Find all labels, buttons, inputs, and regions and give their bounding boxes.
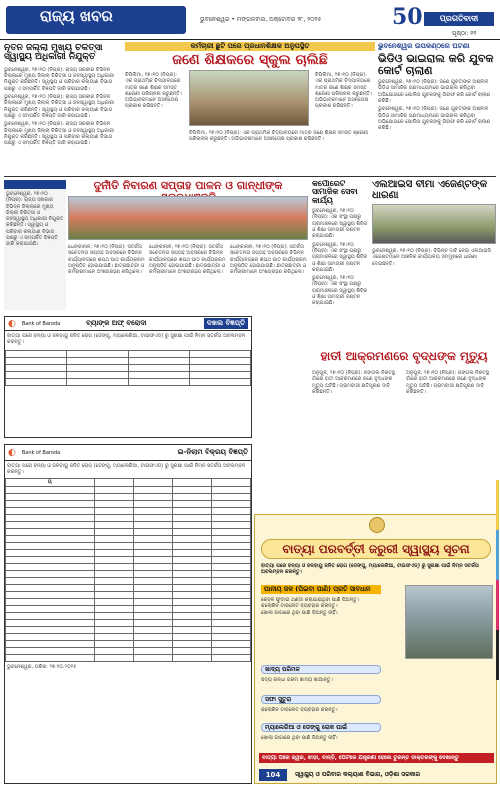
kicker: ଭୁବନେଶ୍ୱର ଉପକଣ୍ଠରେ ଘଟଣା (378, 42, 470, 50)
story-health (4, 44, 122, 174)
story-body: ଭୁବନେଶ୍ୱର, ୨୭।୧୦ (ନିପ୍ର): ବିଭିନ୍ନ ଦାବି ନେଇ ଏଲଆଇସି ଏଜେଣ୍ଟମାନେ ଆଞ୍ଚଳିକ କାର୍ଯ୍ୟାଳୟ ସମ୍ମୁଖରେ ଧାରଣା ଦେଇଛନ୍ତି। (372, 248, 491, 267)
headline: ଭିଡିଓ ଭାଇରାଲ କରି ଯୁବକ କୋର୍ଟ ଚାଲାଣ (378, 52, 494, 77)
story-body: ଭୁବନେଶ୍ୱର, ୨୭।୧୦ (ନିପ୍ର): ରାଜ୍ୟ ସରକାର ବିଭିନ୍ନ ଜିଲ୍ଲାରେ ମୁଖ୍ୟ ଜିଲ୍ଲା ଚିକିତ୍ସା ଓ ଜନସ୍ୱାସ୍ଥ୍ୟ ଅଧିକାରୀ ନିଯୁକ୍ତ କରିଛନ୍ତି। ସ୍ୱାସ୍ଥ୍ୟ ଓ ପରିବାର କଲ୍ୟାଣ ବିଭାଗ ପକ୍ଷରୁ ଏ ସମ୍ପର୍କିତ ବିଜ୍ଞପ୍ତି ଜାରି କରାଯାଇଛି। (4, 94, 115, 119)
warning-bar: ବାତ୍ୟା ପରେ ଜ୍ୱର, ଝାଡ଼ା, ବାନ୍ତି, ପେଟରେ ଯନ୍ତ୍ରଣା ହେଲେ ତୁରନ୍ତ ଡାକ୍ତରଙ୍କୁ ଦେଖାନ୍ତୁ (259, 753, 494, 763)
malaria-heading: ମ୍ୟାଲେରିଆ ଓ ଡେଙ୍ଗୁ ରୋକ ପାଇଁ (261, 723, 381, 732)
story-body: ଚିପିଲିମା, ୨୭।୧୦ (ନିପ୍ର): ଏକ ପ୍ରାଥମିକ ବିଦ୍ୟାଳୟରେ ମାତ୍ର ଜଣେ ଶିକ୍ଷକ ସମସ୍ତ ଶ୍ରେଣୀ ପରିଚାଳନା କରୁଛନ୍ତି। ଅଭିଭାବକମାନେ ଅସନ୍ତୋଷ ପ୍ରକାଶ କରିଛନ୍ତି। (125, 72, 183, 110)
story-video (378, 42, 496, 174)
gandhi-photo (68, 196, 308, 240)
bullet: କ୍ଲୋରିନ ଟାବଲେଟ ବ୍ୟବହାର କରନ୍ତୁ। (261, 707, 338, 713)
auction-table: ୟ (5, 478, 251, 662)
story-body: ଧେଙ୍କାନାଳ, ୨୭।୧୦ (ନିପ୍ର): ସତର୍କତା ସଚେତନତା ସପ୍ତାହ ଅବସରରେ ବିଭିନ୍ନ କାର୍ଯ୍ୟାଳୟରେ ଶପଥ ପାଠ କାର୍ଯ୍ୟକ୍ରମ ଅନୁଷ୍ଠିତ ହୋଇଯାଇଛି। ଛାତ୍ରଛାତ୍ରୀ ଓ କର୍ମଚାରୀମାନେ ଅଂଶଗ୍ରହଣ କରିଥିଲେ। (149, 244, 226, 276)
story-body: ଭୁବନେଶ୍ୱର, ୨୭।୧୦ (ନିପ୍ର): ଏକ ସଂସ୍ଥା ପକ୍ଷରୁ ଗ୍ରାମାଞ୍ଚଳରେ ସ୍ୱାସ୍ଥ୍ୟ ଶିବିର ଓ ଶିକ୍ଷା ସାମଗ୍ରୀ ବଣ୍ଟନ କରାଯାଇଛି। (312, 275, 368, 307)
headline: ଜଣେ ଶିକ୍ଷକରେ ସ୍କୁଲ ଚାଲିଛି (172, 52, 328, 68)
ad-body: ବାତ୍ୟା ପରେ ବନ୍ୟା ଓ ଜଳବାୟୁ ଜନିତ ରୋଗ (ଡେଙ୍ଗୁ, ମ୍ୟାଲେରିଆ, ଟାଇଫଏଡ୍) ରୁ ସୁରକ୍ଷା ପାଇଁ ନିମ୍ନ ସତର୍କତା ଅବଲମ୍ବନ କରନ୍ତୁ। (7, 333, 246, 346)
story-body: ଚିପିଲିମା, ୨୭।୧୦ (ନିପ୍ର): ଏକ ପ୍ରାଥମିକ ବିଦ୍ୟାଳୟରେ ମାତ୍ର ଜଣେ ଶିକ୍ଷକ ସମସ୍ତ ଶ୍ରେଣୀ ପରିଚାଳନା କରୁଛନ୍ତି। ଅଭିଭାବକମାନେ ଅସନ୍ତୋଷ ପ୍ରକାଶ କରିଛନ୍ତି। (315, 72, 373, 110)
school-photo (189, 70, 309, 126)
anniversary-logo: 50 (392, 4, 423, 30)
bullet: ସଦ୍ୟ ରନ୍ଧା ଗରମ ଖାଦ୍ୟ ଖାଆନ୍ତୁ। (261, 677, 333, 683)
bank-name: Bank of Baroda (21, 320, 61, 327)
dateline: ଭୁବନେଶ୍ୱର • ମଙ୍ଗଳବାର, ଅକ୍ଟୋବର ୨୮, ୨୦୨୫ (200, 16, 322, 23)
story-body: ଭୁବନେଶ୍ୱର, ୨୭।୧୦ (ନିପ୍ର): ଏକ ସଂସ୍ଥା ପକ୍ଷରୁ ଗ୍ରାମାଞ୍ଚଳରେ ସ୍ୱାସ୍ଥ୍ୟ ଶିବିର ଓ ଶିକ୍ଷା ସାମଗ୍ରୀ ବଣ୍ଟନ କରାଯାଇଛି। (312, 241, 368, 273)
ad-body: ବାତ୍ୟା ପରେ ବନ୍ୟା ଓ ଜଳବାୟୁ ଜନିତ ରୋଗ (ଡେଙ୍ଗୁ, ମ୍ୟାଲେରିଆ, ଟାଇଫଏଡ୍) ରୁ ସୁରକ୍ଷା ପାଇଁ ନିମ୍ନ ସତର୍କତା ଅବଲମ୍ବନ କରନ୍ତୁ। (7, 463, 246, 476)
odisha-emblem-icon (369, 517, 385, 533)
bullet: ଖୋଲା ଜାଗାରେ ଥିବା ପାଣି ପିଅନ୍ତୁ ନାହିଁ। (261, 735, 338, 741)
story-body: ଅନୁଗୁଳ, ୨୭।୧୦ (ନିପ୍ର): ଜଙ୍ଗଲ ନିକଟସ୍ଥ ଗାଁରେ ହାତୀ ଆକ୍ରମଣରେ ଜଣେ ବୃଦ୍ଧଙ୍କ ମୃତ୍ୟୁ ଘଟିଛି। ଗ୍ରାମବାସୀ କ୍ଷତିପୂରଣ ଦାବି କରିଛନ୍ତି। (312, 370, 395, 395)
color-register-strip (496, 530, 499, 580)
story-body: ଭୁବନେଶ୍ୱର, ୨୭।୧୦ (ନିପ୍ର): ଜଣେ ଯୁବତୀଙ୍କ ଅଶ୍ଳୀଳ ଭିଡିଓ ସାମାଜିକ ଗଣମାଧ୍ୟମରେ ଭାଇରାଲ କରିଥିବା ଅଭିଯୋଗରେ ପୋଲିସ ଯୁବକଙ୍କୁ ଗିରଫ କରି କୋର୍ଟ ଚାଲାଣ କରିଛି। (378, 106, 491, 132)
ad-label: ଦଖଲ ବିଜ୍ଞପ୍ତି (204, 318, 248, 329)
bank-logo-icon: ◐ (8, 447, 16, 458)
helpline-badge: 104 (259, 769, 287, 781)
section-title: ରାଜ୍ୟ ଖବର (40, 7, 113, 25)
headline: ନୂତନ ଜିଲ୍ଲା ମୁଖ୍ୟ ଚିକିତ୍ସା ସ୍ୱାସ୍ଥ୍ୟ ଅଧିକାରୀ ନିଯୁକ୍ତ (4, 44, 103, 63)
story-body: ଚିପିଲିମା, ୨୭।୧୦ (ନିପ୍ର): ଏକ ପ୍ରାଥମିକ ବିଦ୍ୟାଳୟରେ ମାତ୍ର ଜଣେ ଶିକ୍ଷକ ସମସ୍ତ ଶ୍ରେଣୀ ପରିଚାଳନା କରୁଛନ୍ତି। ଅଭିଭାବକମାନେ ଅସନ୍ତୋଷ ପ୍ରକାଶ କରିଛନ୍ତି। (189, 130, 368, 143)
notice-intro: ବାତ୍ୟା ପରେ ବନ୍ୟା ଓ ଜଳବାୟୁ ଜନିତ ରୋଗ (ଡେଙ୍ଗୁ, ମ୍ୟାଲେରିଆ, ଟାଇଫଏଡ୍) ରୁ ସୁରକ୍ଷା ପାଇଁ ନିମ୍ନ ସତର୍କତା ଅବଲମ୍ବନ କରନ୍ତୁ। (261, 563, 479, 576)
ad-table (5, 350, 251, 386)
kicker: କର୍ମଚାରୀ ଛୁଟି ପରେ ପ୍ରଧାନଶିକ୍ଷକ ଅନୁପସ୍ଥିତ (125, 42, 375, 51)
color-register-strip (496, 480, 499, 530)
headline: ଦୁର୍ନୀତି ନିବାରଣ ସପ୍ତାହ ପାଳନ ଓ ଗାନ୍ଧୀଙ୍କ (93, 180, 283, 192)
bullet: କେବଳ ଫୁଟାଇ ଥଣ୍ଡା କରାଯାଇଥିବା ପାଣି ପିଅନ୍ତୁ। (261, 597, 360, 603)
story-body: ଧେଙ୍କାନାଳ, ୨୭।୧୦ (ନିପ୍ର): ସତର୍କତା ସଚେତନତା ସପ୍ତାହ ଅବସରରେ ବିଭିନ୍ନ କାର୍ଯ୍ୟାଳୟରେ ଶପଥ ପାଠ କାର୍ଯ୍ୟକ୍ରମ ଅନୁଷ୍ଠିତ ହୋଇଯାଇଛି। ଛାତ୍ରଛାତ୍ରୀ ଓ କର୍ମଚାରୀମାନେ ଅଂଶଗ୍ରହଣ କରିଥିଲେ। (68, 244, 145, 276)
story-corporate (312, 180, 368, 360)
story-body: ଭୁବନେଶ୍ୱର, ୨୭।୧୦ (ନିପ୍ର): ଜଣେ ଯୁବତୀଙ୍କ ଅଶ୍ଳୀଳ ଭିଡିଓ ସାମାଜିକ ଗଣମାଧ୍ୟମରେ ଭାଇରାଲ କରିଥିବା ଅଭିଯୋଗରେ ପୋଲିସ ଯୁବକଙ୍କୁ ଗିରଫ କରି କୋର୍ଟ ଚାଲାଣ କରିଛି। (378, 79, 491, 104)
listings-column (4, 180, 66, 310)
story-body: ଧେଙ୍କାନାଳ, ୨୭।୧୦ (ନିପ୍ର): ସତର୍କତା ସଚେତନତା ସପ୍ତାହ ଅବସରରେ ବିଭିନ୍ନ କାର୍ଯ୍ୟାଳୟରେ ଶପଥ ପାଠ କାର୍ଯ୍ୟକ୍ରମ ଅନୁଷ୍ଠିତ ହୋଇଯାଇଛି। ଛାତ୍ରଛାତ୍ରୀ ଓ କର୍ମଚାରୀମାନେ ଅଂଶଗ୍ରହଣ କରିଥିଲେ। (230, 244, 307, 276)
story-body: ଭୁବନେଶ୍ୱର, ୨୭।୧୦ (ନିପ୍ର): ରାଜ୍ୟ ସରକାର ବିଭିନ୍ନ ଜିଲ୍ଲାରେ ମୁଖ୍ୟ ଜିଲ୍ଲା ଚିକିତ୍ସା ଓ ଜନସ୍ୱାସ୍ଥ୍ୟ ଅଧିକାରୀ ନିଯୁକ୍ତ କରିଛନ୍ତି। ସ୍ୱାସ୍ଥ୍ୟ ଓ ପରିବାର କଲ୍ୟାଣ ବିଭାଗ ପକ୍ଷରୁ ଏ ସମ୍ପର୍କିତ ବିଜ୍ଞପ୍ତି ଜାରି କରାଯାଇଛି। (4, 121, 115, 147)
story-school (125, 42, 375, 174)
masthead (0, 0, 500, 40)
paper-name: ପ୍ରଗତିବାଦୀ (424, 12, 494, 26)
ad-title: ଇ-ନିଲାମ ବିକ୍ରୟ ବିଜ୍ଞପ୍ତି (177, 448, 248, 456)
story-elephant (312, 350, 496, 470)
story-body: ଭୁବନେଶ୍ୱର, ୨୭।୧୦ (ନିପ୍ର): ରାଜ୍ୟ ସରକାର ବିଭିନ୍ନ ଜିଲ୍ଲାରେ ମୁଖ୍ୟ ଜିଲ୍ଲା ଚିକିତ୍ସା ଓ ଜନସ୍ୱାସ୍ଥ୍ୟ ଅଧିକାରୀ ନିଯୁକ୍ତ କରିଛନ୍ତି। ସ୍ୱାସ୍ଥ୍ୟ ଓ ପରିବାର କଲ୍ୟାଣ ବିଭାଗ ପକ୍ଷରୁ ଏ ସମ୍ପର୍କିତ ବିଜ୍ଞପ୍ତି ଜାରି କରାଯାଇଛି। (4, 66, 115, 92)
flood-photo (405, 585, 493, 659)
section-banner (6, 6, 186, 34)
headline: କର୍ପୋରେଟ ସାମାଜିକ ସେବା କାର୍ଯ୍ୟ (312, 180, 358, 205)
color-register-strip (496, 630, 499, 680)
notice-footer: ସ୍ୱାସ୍ଥ୍ୟ ଓ ପରିବାର କଲ୍ୟାଣ ବିଭାଗ, ଓଡ଼ିଶା ସରକାର (295, 771, 421, 778)
page-number: ପୃଷ୍ଠା: ୧୧ (452, 30, 477, 37)
food-heading: ଖାଦ୍ୟ ପରିମଳ (261, 665, 381, 674)
bank-title: ବ୍ୟାଙ୍କ ଅଫ୍ ବରୋଦା (86, 319, 147, 327)
story-body: ଭୁବନେଶ୍ୱର, ୨୭।୧୦ (ନିପ୍ର): ରାଜ୍ୟ ସରକାର ବିଭିନ୍ନ ଜିଲ୍ଲାରେ ମୁଖ୍ୟ ଜିଲ୍ଲା ଚିକିତ୍ସା ଓ ଜନସ୍ୱାସ୍ଥ୍ୟ ଅଧିକାରୀ ନିଯୁକ୍ତ କରିଛନ୍ତି। ସ୍ୱାସ୍ଥ୍ୟ ଓ ପରିବାର କଲ୍ୟାଣ ବିଭାଗ ପକ୍ଷରୁ ଏ ସମ୍ପର୍କିତ ବିଜ୍ଞପ୍ତି ଜାରି କରାଯାଇଛି। (6, 191, 64, 248)
bank-ad-possession (4, 316, 252, 438)
bullet: କ୍ଲୋରିନ ଟାବଲେଟ ବ୍ୟବହାର କରନ୍ତୁ। (261, 603, 338, 610)
headline: ଏଲଆଇସି ବୀମା ଏଜେଣ୍ଟଙ୍କ ଧାରଣା (372, 180, 488, 201)
bank-ad-auction (4, 444, 252, 784)
story-body: ଅନୁଗୁଳ, ୨୭।୧୦ (ନିପ୍ର): ଜଙ୍ଗଲ ନିକଟସ୍ଥ ଗାଁରେ ହାତୀ ଆକ୍ରମଣରେ ଜଣେ ବୃଦ୍ଧଙ୍କ ମୃତ୍ୟୁ ଘଟିଛି। ଗ୍ରାମବାସୀ କ୍ଷତିପୂରଣ ଦାବି କରିଛନ୍ତି। (406, 370, 489, 395)
hygiene-heading: ସଫା ସୁତୁରା (261, 695, 381, 704)
lic-photo (372, 204, 496, 244)
color-register-strip (496, 580, 499, 630)
story-body: ଭୁବନେଶ୍ୱର, ୨୭।୧୦ (ନିପ୍ର): ଏକ ସଂସ୍ଥା ପକ୍ଷରୁ ଗ୍ରାମାଞ୍ଚଳରେ ସ୍ୱାସ୍ଥ୍ୟ ଶିବିର ଓ ଶିକ୍ଷା ସାମଗ୍ରୀ ବଣ୍ଟନ କରାଯାଇଛି। (312, 208, 368, 240)
ad-footer: ଭୁବନେଶ୍ୱର, ତାରିଖ: ୨୭.୧୦.୨୦୨୫ (7, 663, 77, 670)
bank-logo-icon: ◐ (8, 318, 16, 329)
story-lic (372, 180, 496, 304)
story-gandhi (68, 180, 308, 312)
bullet: ଖୋଲା ଜାଗାରେ ଥିବା ପାଣି ପିଅନ୍ତୁ ନାହିଁ। (261, 609, 338, 616)
bank-name: Bank of Baroda (21, 449, 61, 456)
drinking-water-heading: ପାନୀୟ ଜଳ (ପିଇବା ପାଣି) ପ୍ରତି ସାବଧାନ (261, 585, 381, 594)
notice-title: ବାତ୍ୟା ପରବର୍ତ୍ତୀ ଜରୁରୀ ସ୍ୱାସ୍ଥ୍ୟ ସୂଚନା (261, 539, 491, 559)
headline: ହାତୀ ଆକ୍ରମଣରେ ବୃଦ୍ଧଙ୍କ ମୃତ୍ୟୁ (320, 350, 488, 363)
health-advisory-notice (254, 514, 497, 784)
divider (4, 176, 496, 177)
